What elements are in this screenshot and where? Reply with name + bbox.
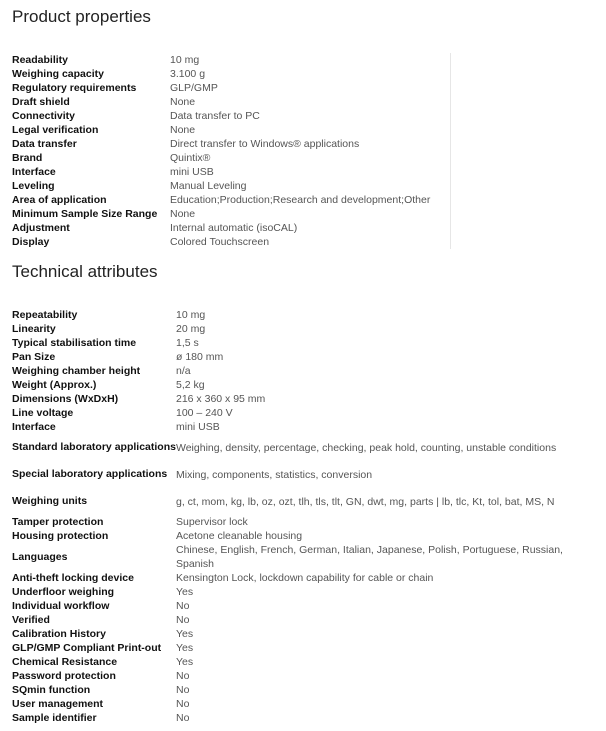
property-row: [12, 165, 451, 179]
property-value: Manual Leveling: [170, 179, 451, 193]
attribute-label: Weighing units: [12, 495, 88, 507]
attribute-label: User management: [12, 697, 104, 710]
attribute-row: [12, 711, 600, 725]
attribute-value: No: [176, 698, 190, 710]
attribute-row: [12, 683, 600, 697]
attribute-row: [12, 627, 600, 641]
attribute-value: 20 mg: [176, 323, 206, 335]
property-row: [12, 67, 451, 81]
property-label: Display: [12, 236, 50, 248]
attribute-value: g, ct, mom, kg, lb, oz, ozt, tlh, tls, tlt, GN, dwt, mg, parts | lb, tlc, Kt, tol, bat, MS, N: [176, 495, 555, 508]
attribute-row: [12, 461, 600, 488]
property-label: Minimum Sample Size Range: [12, 208, 158, 220]
property-value: None: [170, 95, 451, 109]
attribute-value: 10 mg: [176, 309, 206, 321]
property-label: Regulatory requirements: [12, 82, 137, 94]
property-row: [12, 137, 451, 151]
property-value: Direct transfer to Windows® applications: [170, 137, 451, 151]
attribute-value: 100 – 240 V: [176, 407, 233, 419]
product-properties-table: [12, 53, 451, 249]
attribute-row: [12, 515, 600, 529]
property-value: GLP/GMP: [170, 81, 451, 95]
attribute-value: Kensington Lock, lockdown capability for cable or chain: [176, 572, 434, 584]
attribute-row: [12, 488, 600, 515]
attribute-label: Languages: [12, 550, 68, 563]
property-row: [12, 221, 451, 235]
attribute-value: 216 x 360 x 95 mm: [176, 393, 266, 405]
property-row: [12, 123, 451, 137]
attribute-row: [12, 308, 600, 322]
attribute-label: Weighing chamber height: [12, 364, 141, 377]
attribute-row: [12, 669, 600, 683]
attribute-row: [12, 599, 600, 613]
attribute-label: Password protection: [12, 669, 116, 682]
attribute-value: No: [176, 712, 190, 724]
attribute-label: Line voltage: [12, 406, 74, 419]
property-label: Draft shield: [12, 96, 70, 108]
property-value: 10 mg: [170, 53, 451, 67]
property-row: [12, 81, 451, 95]
property-label: Connectivity: [12, 110, 76, 122]
attribute-row: [12, 697, 600, 711]
property-label: Adjustment: [12, 222, 70, 234]
attribute-value: 5,2 kg: [176, 379, 205, 391]
attribute-row: [12, 406, 600, 420]
attribute-label: Calibration History: [12, 627, 106, 640]
property-label: Weighing capacity: [12, 68, 104, 80]
attribute-value: Yes: [176, 642, 194, 654]
attribute-value: Chinese, English, French, German, Italian, Japanese, Polish, Portuguese, Russian, Spanish: [176, 544, 563, 570]
attribute-value: No: [176, 670, 190, 682]
attribute-label: Standard laboratory applications: [12, 441, 176, 453]
property-row: [12, 95, 451, 109]
property-label: Area of application: [12, 194, 107, 206]
attribute-label: Dimensions (WxDxH): [12, 392, 119, 405]
attribute-value: 1,5 s: [176, 337, 199, 349]
property-label: Legal verification: [12, 124, 99, 136]
attribute-value: Weighing, density, percentage, checking, peak hold, counting, unstable conditions: [176, 441, 557, 454]
property-label: Data transfer: [12, 138, 77, 150]
attribute-label: Typical stabilisation time: [12, 336, 137, 349]
attribute-label: Housing protection: [12, 529, 109, 542]
attribute-label: GLP/GMP Compliant Print-out: [12, 641, 162, 654]
attribute-value: No: [176, 614, 190, 626]
property-value: Data transfer to PC: [170, 109, 451, 123]
attribute-row: [12, 641, 600, 655]
property-row: [12, 207, 451, 221]
attribute-label: Special laboratory applications: [12, 468, 168, 480]
attribute-row: [12, 392, 600, 406]
property-value: Internal automatic (isoCAL): [170, 221, 451, 235]
attribute-value: Mixing, components, statistics, conversion: [176, 468, 373, 481]
attribute-row: [12, 585, 600, 599]
property-label: Brand: [12, 152, 43, 164]
attribute-value: No: [176, 684, 190, 696]
attribute-label: Anti-theft locking device: [12, 571, 134, 584]
property-row: [12, 151, 451, 165]
property-value: None: [170, 123, 451, 137]
attribute-value: ø 180 mm: [176, 351, 224, 363]
property-row: [12, 53, 451, 67]
technical-attributes-table: [12, 308, 600, 725]
attribute-row: [12, 336, 600, 350]
attribute-row: [12, 613, 600, 627]
attribute-value: Yes: [176, 586, 194, 598]
property-label: Leveling: [12, 180, 55, 192]
property-row: [12, 193, 451, 207]
property-value: Quintix®: [170, 151, 451, 165]
attribute-row: [12, 571, 600, 585]
property-value: None: [170, 207, 451, 221]
property-label: Readability: [12, 54, 69, 66]
attribute-value: Yes: [176, 628, 194, 640]
attribute-row: [12, 350, 600, 364]
property-value: mini USB: [170, 165, 451, 179]
attribute-label: Underfloor weighing: [12, 585, 115, 598]
attribute-label: Verified: [12, 613, 50, 626]
attribute-row: [12, 655, 600, 669]
property-label: Interface: [12, 166, 56, 178]
attribute-row: [12, 364, 600, 378]
attribute-row: [12, 322, 600, 336]
attribute-label: Repeatability: [12, 308, 78, 321]
property-row: [12, 109, 451, 123]
attribute-row: [12, 378, 600, 392]
attribute-label: Linearity: [12, 322, 56, 335]
attribute-value: Yes: [176, 656, 194, 668]
attribute-label: Chemical Resistance: [12, 655, 118, 668]
attribute-label: Individual workflow: [12, 599, 110, 612]
attribute-value: No: [176, 600, 190, 612]
attribute-label: Tamper protection: [12, 515, 104, 528]
attribute-label: SQmin function: [12, 683, 91, 696]
property-row: [12, 235, 451, 249]
attribute-label: Sample identifier: [12, 711, 97, 724]
attribute-label: Interface: [12, 420, 56, 433]
attribute-row: [12, 434, 600, 461]
property-row: [12, 179, 451, 193]
attribute-row: [12, 420, 600, 434]
attribute-value: Supervisor lock: [176, 516, 248, 528]
property-value: Education;Production;Research and development;Other: [170, 193, 451, 207]
attribute-row: [12, 529, 600, 543]
attribute-row: [12, 543, 600, 571]
product-properties-title: Product properties: [12, 7, 151, 26]
property-value: Colored Touchscreen: [170, 235, 451, 249]
attribute-value: mini USB: [176, 421, 220, 433]
attribute-value: n/a: [176, 365, 191, 377]
attribute-label: Pan Size: [12, 350, 56, 363]
attribute-value: Acetone cleanable housing: [176, 530, 303, 542]
property-value: 3.100 g: [170, 67, 451, 81]
technical-attributes-title: Technical attributes: [12, 262, 158, 281]
attribute-label: Weight (Approx.): [12, 378, 97, 391]
